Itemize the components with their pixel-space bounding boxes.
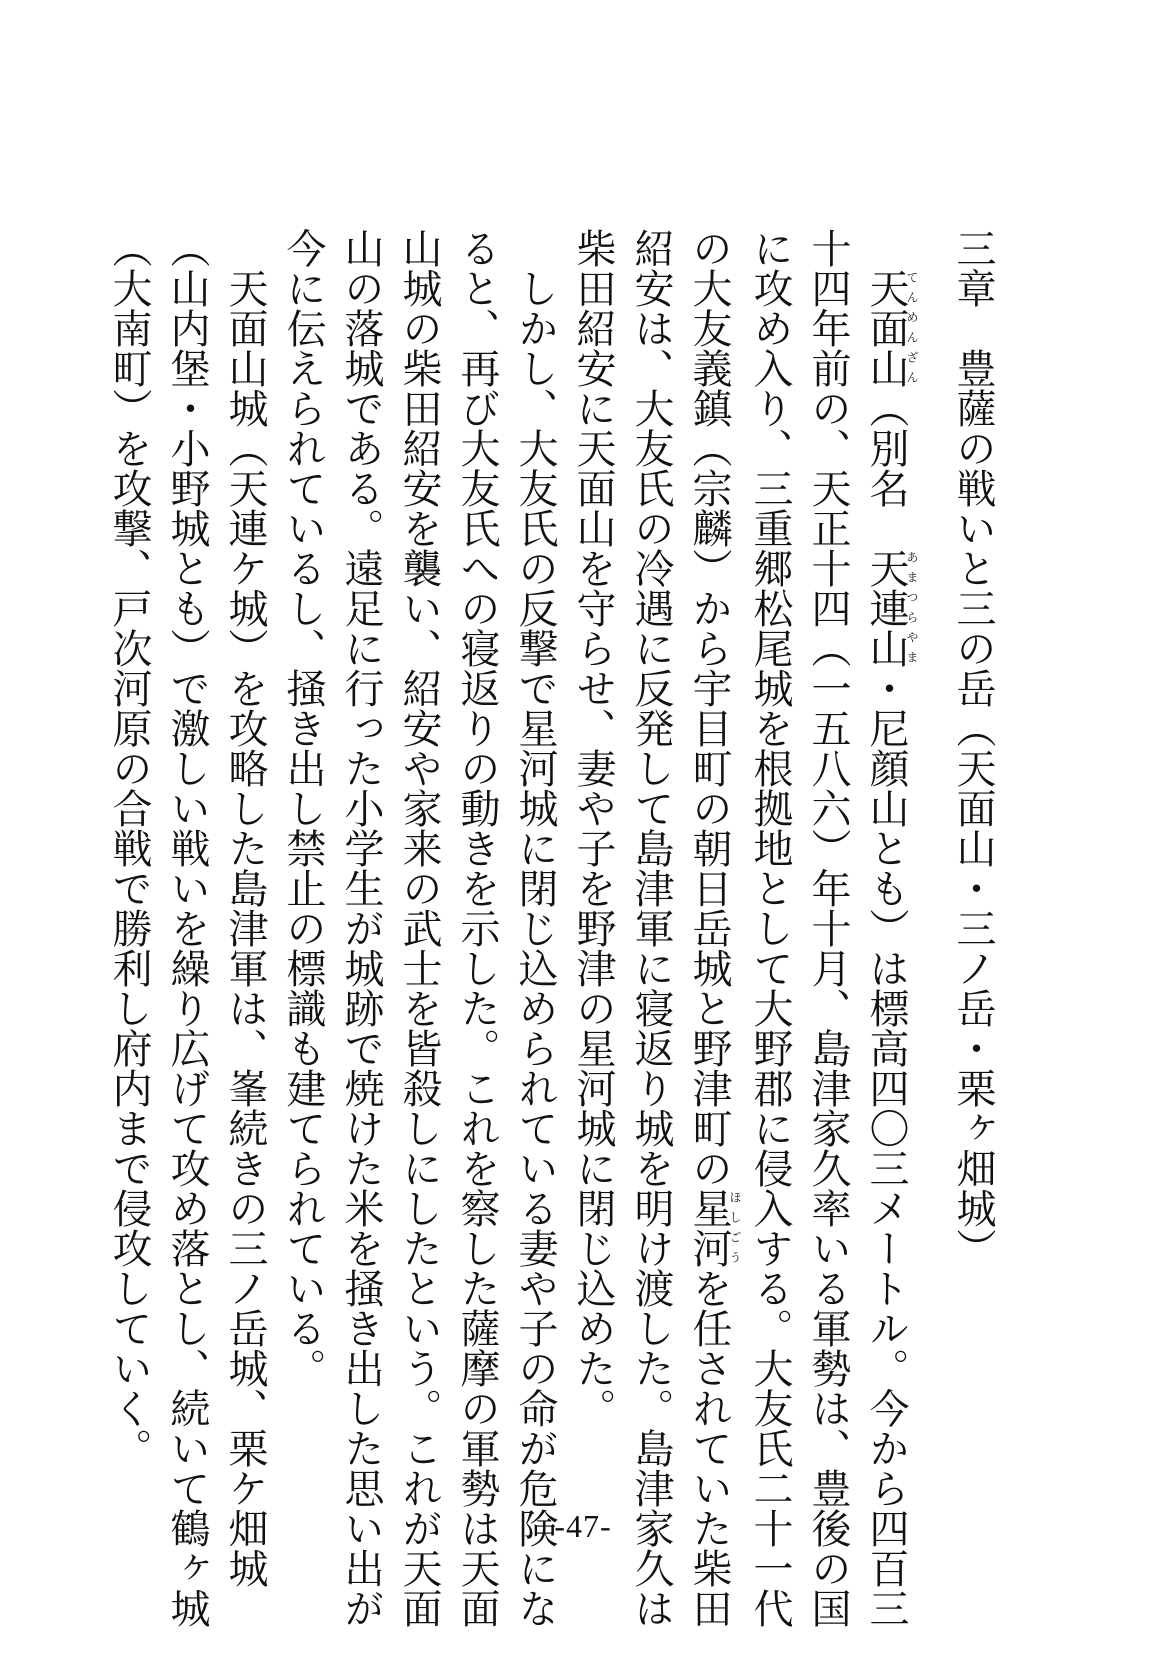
paragraph-3-line-2: （山内堡・小野城とも）で激しい戦いを繰り広げて攻め落とし、続いて鶴ヶ城 bbox=[164, 228, 210, 1628]
ruby-tenmenzan: 天面山てんめんざん bbox=[863, 268, 919, 388]
paragraph-2-line-5: 今に伝えられているし、掻き出し禁止の標識も建てられている。 bbox=[280, 228, 326, 1388]
chapter-title: 三章 豊薩の戦いと三の岳（天面山・三ノ岳・栗ヶ畑城） bbox=[950, 228, 996, 1268]
paragraph-1-line-6: 柴田紹安に天面山を守らせ、妻や子を野津の星河城に閉じ込めた。 bbox=[570, 228, 616, 1428]
paragraph-1-line-4: の大友義鎮（宗麟）から宇目町の朝日岳城と野津町の星河ほしごうを任されていた柴田 bbox=[686, 228, 742, 1628]
paragraph-1-line-5: 紹安は、大友氏の冷遇に反発して島津軍に寝返り城を明け渡した。島津家久は bbox=[628, 228, 674, 1628]
paragraph-2-line-3: 山城の柴田紹安を襲い、紹安や家来の武士を皆殺しにしたという。これが天面 bbox=[396, 228, 442, 1628]
paragraph-3-line-1: 天面山城（天連ケ城）を攻略した島津軍は、峯続きの三ノ岳城、栗ケ畑城 bbox=[222, 268, 268, 1588]
paragraph-2-line-1: しかし、大友氏の反撃で星河城に閉じ込められている妻や子の命が危険にな bbox=[512, 268, 558, 1628]
ruby-hoshigou: 星河ほしごう bbox=[686, 1188, 742, 1268]
paragraph-1-line-3: に攻め入り、三重郷松尾城を根拠地として大野郡に侵入する。大友氏二十一代 bbox=[747, 228, 793, 1628]
ruby-amatsurayama: 天連山あまつらやま bbox=[863, 548, 919, 668]
page-number: -47- bbox=[554, 1508, 612, 1544]
paragraph-1-line-2: 十四年前の、天正十四（一五八六）年十月、島津家久率いる軍勢は、豊後の国 bbox=[805, 228, 851, 1628]
paragraph-3-line-3: （大南町）を攻撃、戸次河原の合戦で勝利し府内まで侵攻していく。 bbox=[106, 228, 152, 1468]
paragraph-2-line-4: 山の落城である。遠足に行った小学生が城跡で焼けた米を掻き出した思い出が bbox=[338, 228, 384, 1628]
paragraph-1-line-1: 天面山てんめんざん（別名 天連山あまつらやま・尼顔山とも）は標高四〇三メートル。今から四百三 bbox=[863, 268, 919, 1628]
paragraph-2-line-2: ると、再び大友氏への寝返りの動きを示した。これを察した薩摩の軍勢は天面 bbox=[454, 228, 500, 1628]
